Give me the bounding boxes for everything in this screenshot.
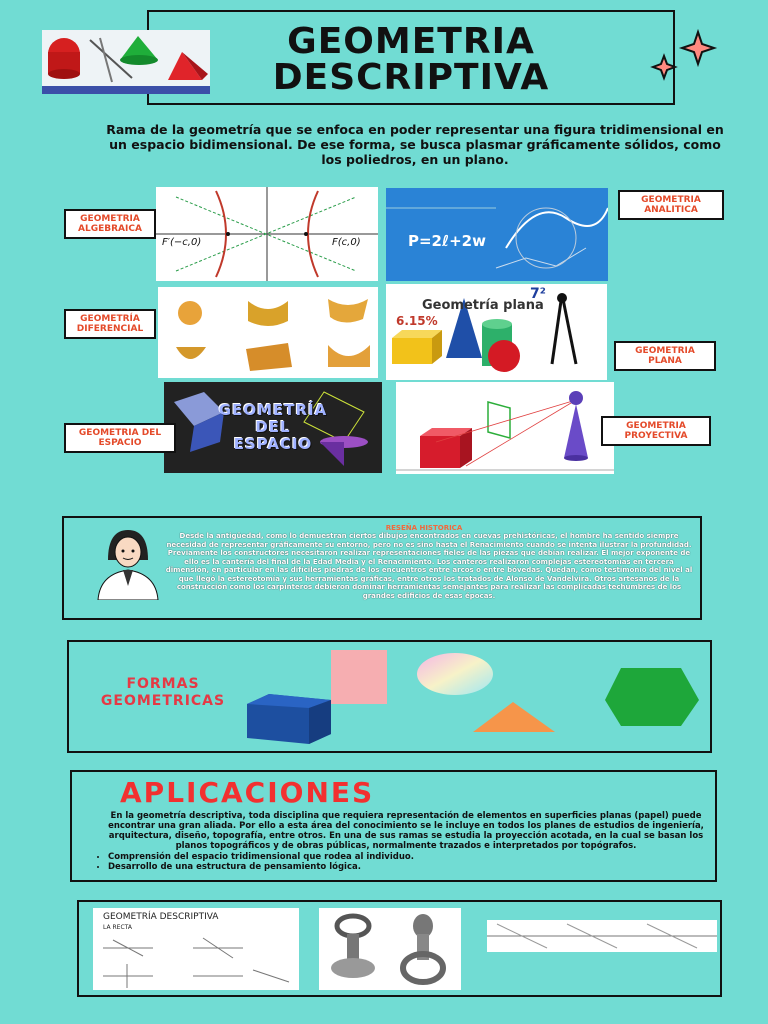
differential-geometry-image: [158, 287, 378, 378]
title-line-2: DESCRIPTIVA: [272, 57, 550, 98]
plane-percent: 6.15%: [396, 314, 438, 328]
shapes-box: [67, 640, 712, 753]
geometric-shapes-icon: [239, 648, 709, 753]
analytic-geometry-image: [386, 188, 608, 281]
descriptive-image-title: GEOMETRÍA DESCRIPTIVA: [103, 912, 219, 922]
applications-title: APLICACIONES: [120, 776, 375, 809]
list-item: • Desarrollo de una estructura de pensamiento lógica.: [108, 862, 414, 872]
bottom-images-box: [77, 900, 722, 997]
applications-text: En la geometría descriptiva, toda disciplina que requiera representación de elementos en superficies planas (papel) puede encontrar una gran aliada. Por ello a esta área del conocimiento se le incluye en todos los planes de estudios de ingeniería, arquitectura, diseño, topografía, entre otros. En una de sus ramas se estudia la proyección acotada, en la cual se basan los planos topográficos y de obras públicas, normalmente trazados e interpretados por topógrafos.: [108, 811, 704, 851]
header-shapes-image: [42, 30, 210, 94]
projection-diagram-icon: [487, 920, 717, 952]
projection-diagram-image: [487, 920, 717, 952]
title-line-1: GEOMETRIA: [287, 21, 535, 62]
shapes-title: FORMAS GEOMETRICAS: [100, 676, 226, 709]
analytic-formula: P=2ℓ+2w: [408, 232, 486, 250]
label-plane: GEOMETRIA PLANA: [614, 341, 716, 371]
mechanical-part-image: [319, 908, 461, 990]
applications-box: [70, 770, 717, 882]
line-projection-icon: [93, 934, 299, 990]
space-geometry-image: [164, 382, 382, 473]
label-projective: GEOMETRIA PROYECTIVA: [601, 416, 711, 446]
descriptive-line-image: [93, 908, 299, 990]
sparkle-icon: [640, 28, 730, 88]
title-box: [147, 10, 675, 105]
header-shapes-icon: [42, 30, 210, 94]
label-algebraic: GEOMETRIA ALGEBRAICA: [64, 209, 156, 239]
projection-icon: [396, 382, 614, 474]
plane-caption: Geometría plana: [422, 298, 544, 313]
plane-geometry-image: [386, 284, 607, 380]
teacher-avatar-icon: [90, 524, 166, 600]
space-caption-2: DEL: [255, 418, 291, 436]
page-title: [149, 21, 673, 98]
algebraic-geometry-image: [156, 187, 378, 281]
history-title: RESEÑA HISTORICA: [385, 524, 463, 532]
label-analytic: GEOMETRIA ANALITICA: [618, 190, 724, 220]
svg-text:F(c,0): F(c,0): [332, 237, 361, 248]
svg-text:F′(−c,0): F′(−c,0): [162, 237, 202, 248]
hyperbola-graph-icon: [156, 187, 378, 281]
label-space: GEOMETRIA DEL ESPACIO: [64, 423, 176, 453]
descriptive-image-sub: LA RECTA: [103, 924, 132, 931]
history-text: Desde la antigüedad, como lo demuestran ciertos dibujos encontrados en cuevas prehistóricas, el hombre ha sentido siempre necesidad de representar gráficamente su entorno, pero no es sino hasta el Renacimiento cuando se intenta ilustrar la profundidad. Previamente los constructores necesitaron realizar representaciones fieles de las piezas que debían realizar. El mejor exponente de ello es la cantería del final de la Edad Media y el Renacimiento. Los canteros realizaron complejas estereotomías en tercera dimensión, en particular en las difíciles piedras de los encuentros entre arcos o entre bóvedas. Quedan, como testimonio del nivel al que llegó la estereotomía y sus herramientas gráficas, entre otros los tratados de Alonso de Vandelvira. Otros artesanos de la construcción como los carpinteros debieron dominar herramientas semejantes para realizar las complicadas techumbres de los grandes edificios de esas épocas.: [165, 532, 693, 600]
space-caption-3: ESPACIO: [233, 435, 313, 453]
intro-text: Rama de la geometría que se enfoca en poder representar una figura tridimensional en un espacio bidimensional. De ese forma, se busca plasmar gráficamente sólidos, como los poliedros, en un plano.: [106, 122, 724, 167]
projective-geometry-image: [396, 382, 614, 474]
label-differential: GEOMETRÍA DIFERENCIAL: [64, 309, 156, 339]
list-item: • Comprensión del espacio tridimensional que rodea al individuo.: [108, 852, 414, 862]
space-caption-1: GEOMETRÍA: [218, 401, 328, 419]
plane-exponent: 7²: [530, 286, 546, 302]
mechanical-part-icon: [319, 908, 461, 990]
history-box: [62, 516, 702, 620]
surface-plots-icon: [158, 287, 378, 378]
applications-list: [94, 852, 414, 872]
